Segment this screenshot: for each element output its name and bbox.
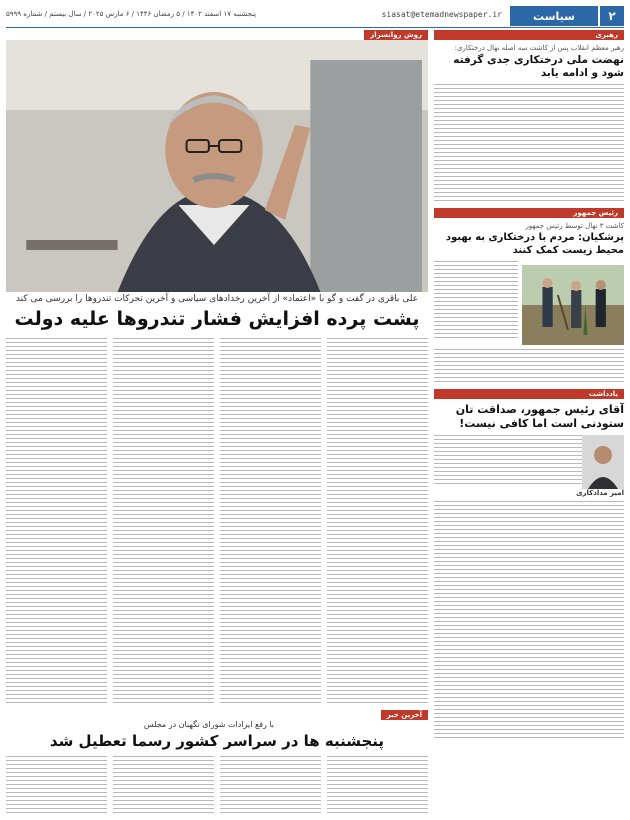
main-body [6,338,428,706]
bottom-article [6,710,428,814]
bottom-body [6,756,428,814]
main-headline: پشت پرده افزایش فشار تندروها علیه دولت [14,308,420,330]
header-rule [6,27,624,28]
bottom-col-4 [6,756,107,814]
interview-photo-illustration [6,40,428,292]
page-number: ۲ [600,6,624,26]
dateline: پنجشنبه ۱۷ اسفند ۱۴۰۲ / ۵ رمضان ۱۴۴۶ / ۶ مارس ۲۰۲۵ / سال بیستم / شماره ۵۹۹۹ [6,10,257,18]
kicker-president: رئیس جمهور [434,208,624,218]
r1-subtitle: رهبر معظم انقلاب پس از کاشت سه اصله نهال درختکاری: [454,44,624,52]
author-portrait-illustration [582,435,624,489]
main-col-1 [327,338,428,706]
main-kicker: روش روانسراز [364,30,428,40]
page-header [6,6,624,26]
r2-body-text-more [434,349,624,383]
opinion-body-text [434,501,624,739]
bottom-headline: پنجشنبه ها در سراسر کشور رسما تعطیل شد [49,732,385,750]
r2-title: پزشکیان: مردم با درختکاری به بهبود محیط زیست کمک کنند [445,232,624,256]
right-column [434,30,624,814]
author-name: امیر مدادکاری [576,488,624,497]
section-label: سیاست [510,6,598,26]
bottom-subtitle: با رفع ایرادات شورای نگهبان در مجلس [143,720,275,729]
r1-title: نهضت ملی درختکاری جدی گرفته شود و ادامه یابد [453,54,624,80]
r1-body-text [434,84,624,202]
r2-body-text [434,261,518,341]
interview-photo [6,40,428,292]
tree-planting-photo [522,265,624,345]
bottom-col-3 [113,756,214,814]
main-col-4 [6,338,107,706]
author-portrait [582,435,624,489]
r2-subtitle: کاشت ۳ نهال توسط رئیس جمهور [525,222,624,231]
bottom-kicker: آخرین خبر [381,710,428,720]
site-email: siasat@etemadnewspaper.ir [381,10,502,19]
main-subtitle: علی باقری در گفت و گو با «اعتماد» از آخرین رخدادهای سیاسی و آخرین تحرکات تندروها را بررسی می کند [15,294,419,304]
bottom-col-2 [220,756,321,814]
kicker-leadership: رهبری [434,30,624,40]
main-article [6,30,428,706]
main-col-2 [220,338,321,706]
opinion-title: آقای رئیس جمهور، صداقت تان ستودنی است اما کافی نیست! [455,403,624,430]
tree-planting-illustration [522,265,624,345]
main-col-3 [113,338,214,706]
kicker-note: یادداشت [434,389,624,399]
bottom-col-1 [327,756,428,814]
